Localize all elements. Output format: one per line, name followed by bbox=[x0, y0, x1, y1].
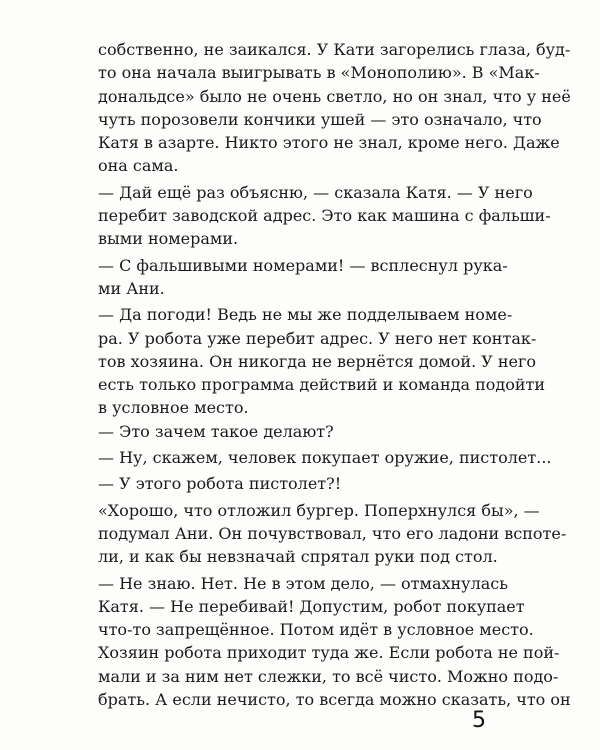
text-line-25: что-то запрещённое. Потом идёт в условное место. bbox=[98, 620, 534, 640]
text-line-18: — Ну, скажем, человек покупает оружие, пистолет... bbox=[98, 448, 552, 468]
text-line-20: «Хорошо, что отложил бургер. Поперхнулся бы», — bbox=[98, 500, 540, 520]
text-line-19: — У этого робота пистолет?! bbox=[98, 474, 342, 494]
text-line-5: Катя в азарте. Никто этого не знал, кроме него. Даже bbox=[98, 133, 560, 153]
text-line-23: — Не знаю. Нет. Не в этом дело, — отмахнулась bbox=[98, 573, 508, 593]
text-line-4: чуть порозовели кончики ушей — это означало, что bbox=[98, 109, 542, 129]
text-line-11: ми Ани. bbox=[98, 278, 165, 298]
text-line-28: брать. А если нечисто, то всегда можно сказать, что он bbox=[98, 690, 571, 710]
text-line-2: то она начала выигрывать в «Монополию». В «Мак- bbox=[98, 63, 540, 83]
text-line-6: она сама. bbox=[98, 156, 179, 176]
text-line-22: ли, и как бы невзначай спрятал руки под стол. bbox=[98, 547, 498, 567]
text-line-3: дональдсе» было не очень светло, но он знал, что у неё bbox=[98, 86, 571, 106]
text-line-10: — С фальшивыми номерами! — всплеснул рука- bbox=[98, 255, 508, 275]
text-line-17: — Это зачем такое делают? bbox=[98, 421, 334, 441]
body-text bbox=[98, 38, 571, 711]
text-line-21: подумал Ани. Он почувствовал, что его ладони вспоте- bbox=[98, 523, 567, 543]
text-line-27: мали и за ним нет слежки, то всё чисто. Можно подо- bbox=[98, 666, 559, 686]
text-line-9: выми номерами. bbox=[98, 229, 239, 249]
page-number: 5 bbox=[472, 708, 486, 733]
text-line-1: собственно, не заикался. У Кати загорелись глаза, буд- bbox=[98, 40, 571, 59]
text-line-13: ра. У робота уже перебит адрес. У него нет контак- bbox=[98, 328, 537, 348]
text-line-15: есть только программа действий и команда подойти bbox=[98, 375, 546, 395]
text-line-26: Хозяин робота приходит туда же. Если робота не пой- bbox=[98, 643, 560, 663]
text-line-16: в условное место. bbox=[98, 398, 249, 418]
text-line-7: — Дай ещё раз объясню, — сказала Катя. — У него bbox=[98, 182, 533, 202]
text-line-14: тов хозяина. Он никогда не вернётся домой. У него bbox=[98, 351, 537, 371]
text-line-8: перебит заводской адрес. Это как машина с фальши- bbox=[98, 206, 551, 226]
text-line-24: Катя. — Не перебивай! Допустим, робот покупает bbox=[98, 596, 525, 616]
text-line-12: — Да погоди! Ведь не мы же подделываем номе- bbox=[98, 305, 513, 325]
